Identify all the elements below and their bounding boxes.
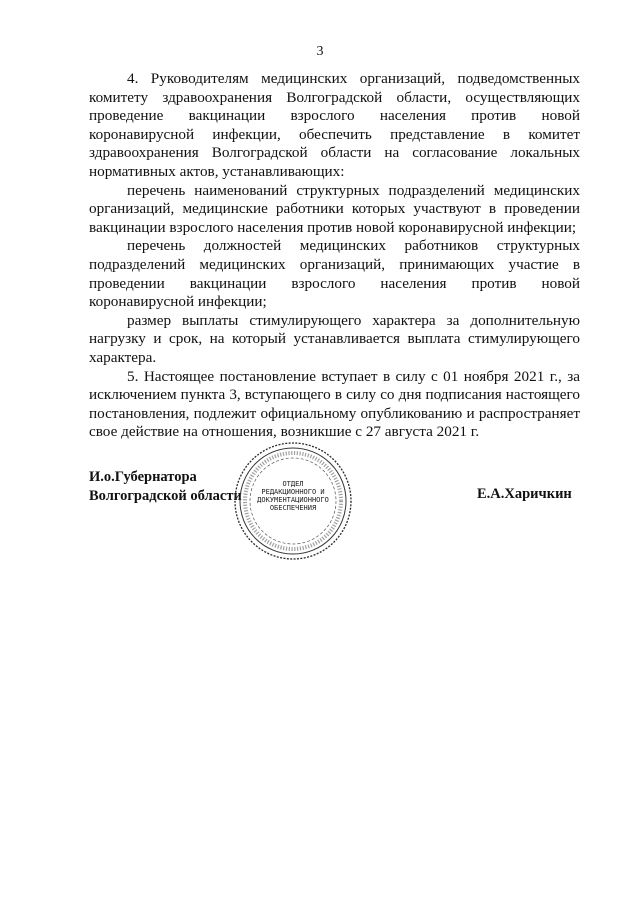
- signatory-title-line2: Волгоградской области: [89, 488, 242, 504]
- page-number: 3: [316, 44, 324, 59]
- signatory-name: Е.А.Харичкин: [477, 486, 572, 502]
- stamp-inner-line: РЕДАКЦИОННОГО И: [261, 488, 325, 496]
- stamp-inner-line: ДОКУМЕНТАЦИОННОГО: [257, 496, 329, 504]
- paragraph-list-departments: перечень наименований структурных подразделений медицинских организаций, медицинские работники которых участвуют в проведении вакцинации взрослого населения против новой коронавирусной инфекции;: [89, 181, 580, 236]
- document-body: [89, 70, 580, 442]
- paragraph-list-positions: перечень должностей медицинских работников структурных подразделений медицинских организаций, принимающих участие в проведении вакцинации взрослого населения против новой коронавирусной инфекции;: [89, 237, 580, 311]
- stamp-inner-line: ОТДЕЛ: [282, 480, 304, 488]
- stamp-inner-line: ОБЕСПЕЧЕНИЯ: [269, 504, 317, 512]
- paragraph-payment-size: размер выплаты стимулирующего характера за дополнительную нагрузку и срок, на который устанавливается выплата стимулирующего характера.: [89, 311, 580, 366]
- paragraph-item-5: 5. Настоящее постановление вступает в силу с 01 ноября 2021 г., за исключением пункта 3, вступающего в силу со дня подписания настоящего постановления, подлежит официальному опубликованию и распространяет свое действие на отношения, возникшие с 27 августа 2021 г.: [89, 367, 580, 441]
- stamp-inner-text: [252, 480, 334, 512]
- official-stamp: [232, 440, 354, 562]
- paragraph-item-4: 4. Руководителям медицинских организаций, подведомственных комитету здравоохранения Волгоградской области, осуществляющих проведение вакцинации взрослого населения против новой коронавирусной инфекции, обеспечить представление в комитет здравоохранения Волгоградской области на согласование локальных нормативных актов, устанавливающих:: [89, 70, 580, 180]
- signatory-title-line1: И.о.Губернатора: [89, 469, 197, 485]
- signatory-title: [89, 468, 242, 506]
